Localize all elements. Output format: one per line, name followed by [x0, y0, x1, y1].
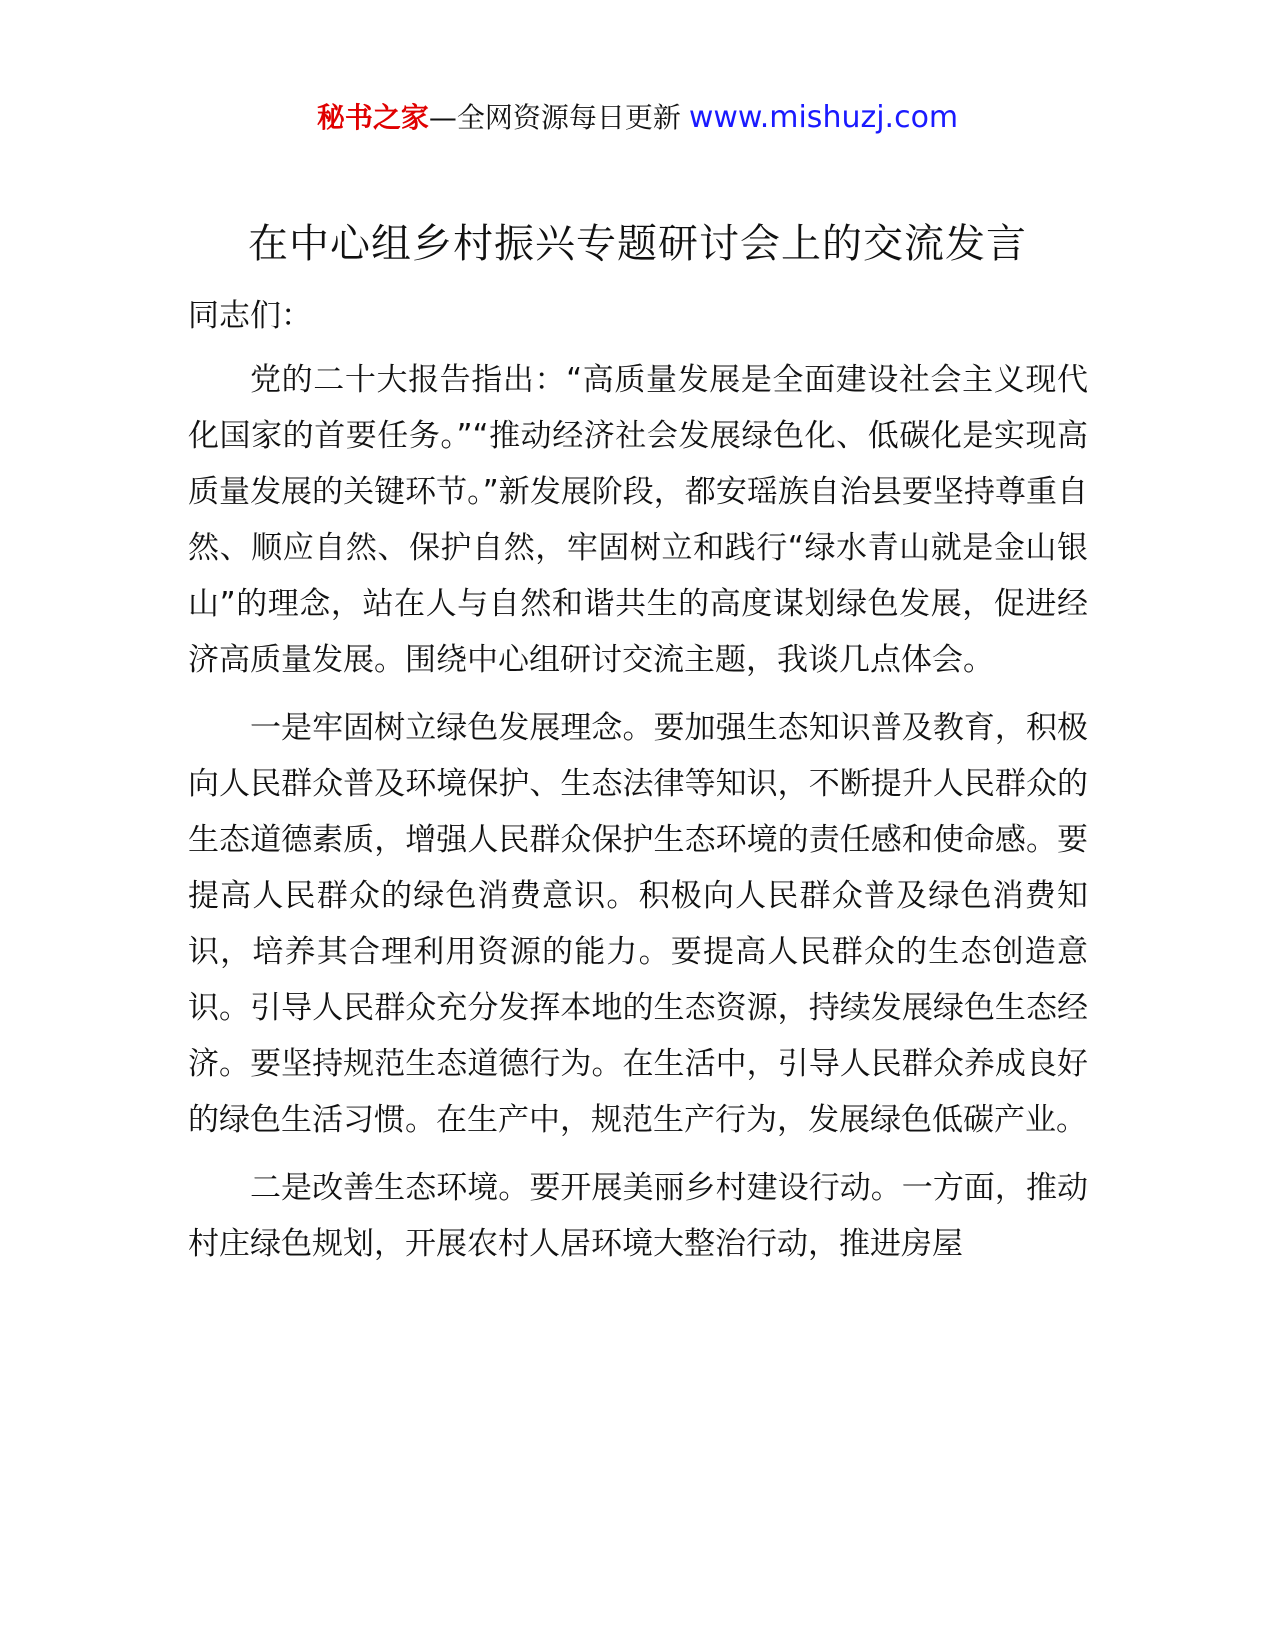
header-url-link[interactable]: www.mishuzj.com: [688, 100, 959, 135]
paragraph-1: 党的二十大报告指出：“高质量发展是全面建设社会主义现代化国家的首要任务。”“推动经济社会发展绿色化、低碳化是实现高质量发展的关键环节。”新发展阶段，都安瑶族自治县要坚持尊重自然、顺应自然、保护自然，牢固树立和践行“绿水青山就是金山银山”的理念，站在人与自然和谐共生的高度谋划绿色发展，促进经济高质量发展。围绕中心组研讨交流主题，我谈几点体会。: [188, 362, 1088, 678]
salutation: 同志们：: [188, 298, 312, 334]
paragraph-3: 二是改善生态环境。要开展美丽乡村建设行动。一方面，推动村庄绿色规划，开展农村人居环境大整治行动，推进房屋: [188, 1170, 1088, 1262]
header-slogan: —全网资源每日更新: [428, 101, 681, 134]
document-body: [188, 288, 1088, 1284]
header-brand: 秘书之家: [316, 101, 429, 134]
paragraph-2: 一是牢固树立绿色发展理念。要加强生态知识普及教育，积极向人民群众普及环境保护、生态法律等知识，不断提升人民群众的生态道德素质，增强人民群众保护生态环境的责任感和使命感。要提高人民群众的绿色消费意识。积极向人民群众普及绿色消费知识，培养其合理利用资源的能力。要提高人民群众的生态创造意识。引导人民群众充分发挥本地的生态资源，持续发展绿色生态经济。要坚持规范生态道德行为。在生活中，引导人民群众养成良好的绿色生活习惯。在生产中，规范生产行为，发展绿色低碳产业。: [188, 710, 1088, 1138]
page-header: [0, 98, 1275, 138]
document-title: 在中心组乡村振兴专题研讨会上的交流发言: [248, 221, 1027, 267]
